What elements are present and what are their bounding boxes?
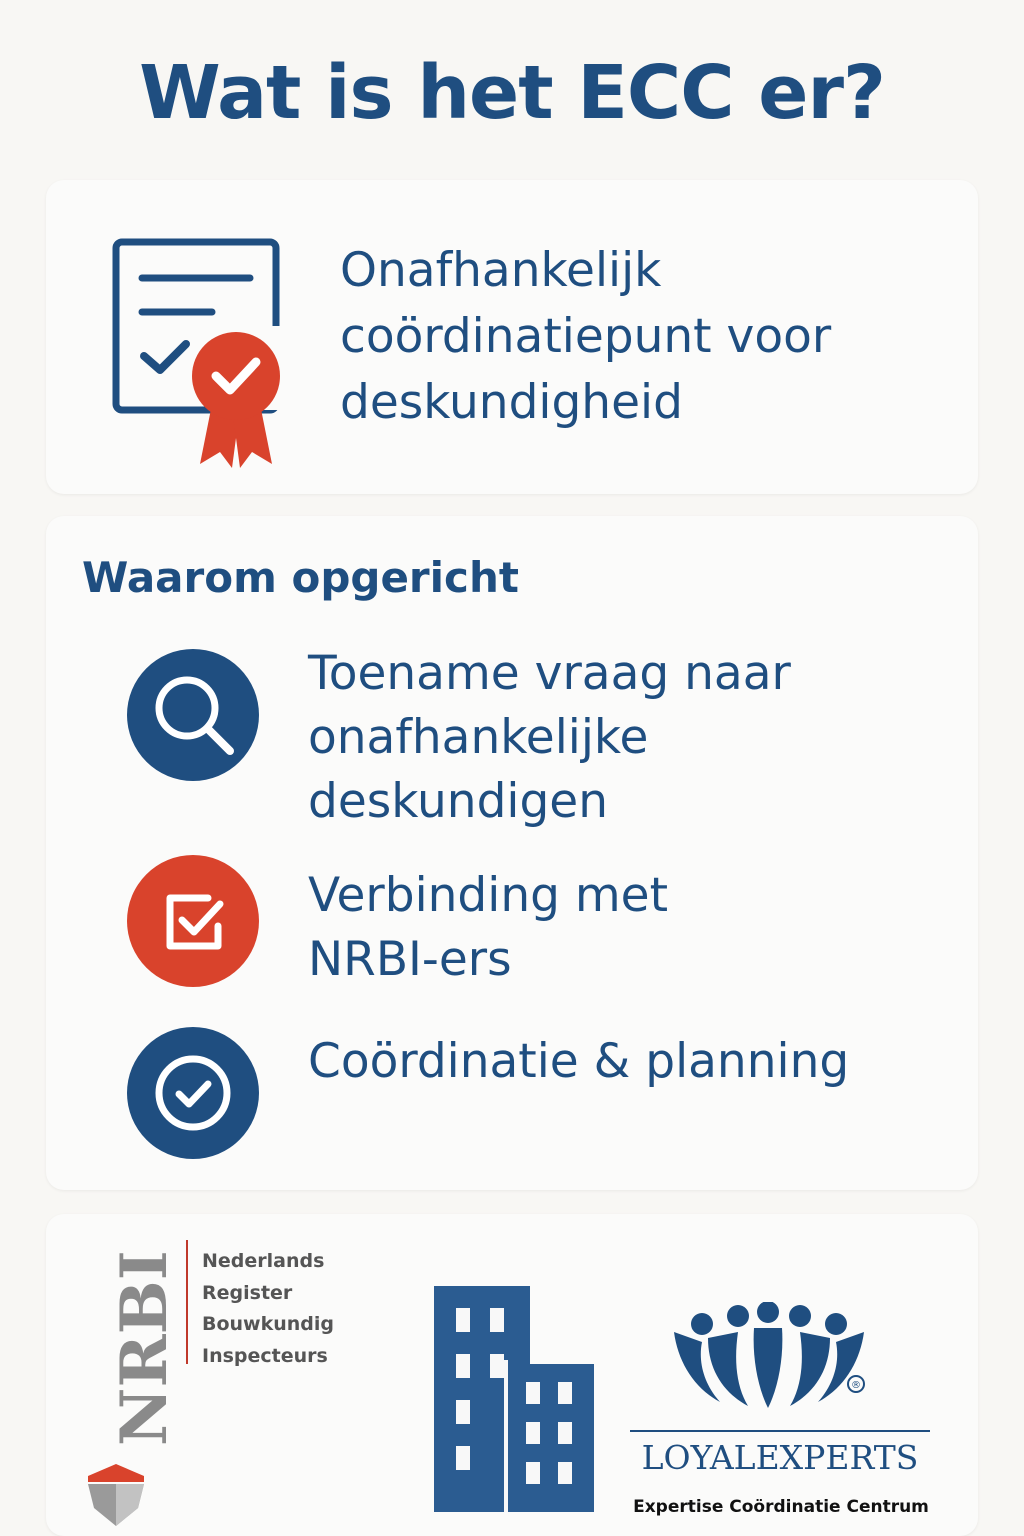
reason-line: Coördinatie & planning: [308, 1034, 850, 1089]
nrbi-logo: [84, 1238, 200, 1528]
loyalexperts-divider: [630, 1430, 930, 1432]
registered-mark: ®: [851, 1380, 861, 1391]
intro-text: [340, 238, 960, 436]
certificate-icon: [112, 238, 296, 470]
intro-line: deskundigheid: [340, 375, 683, 430]
reason-line: Verbinding met: [308, 868, 669, 923]
nrbi-logo-text: NRBI: [107, 1250, 182, 1446]
nrbi-name-line: Inspecteurs: [202, 1344, 328, 1367]
reason-line: Toename vraag naar: [308, 646, 791, 701]
reason-item-coordination: [308, 1030, 948, 1094]
intro-line: Onafhankelijk: [340, 243, 662, 298]
reason-line: onafhankelijke: [308, 710, 649, 765]
nrbi-name-line: Bouwkundig: [202, 1313, 335, 1335]
nrbi-name-line: Register: [202, 1281, 293, 1304]
check-circle-icon: [126, 1026, 260, 1160]
intro-line: coördinatiepunt voor: [340, 309, 832, 364]
reason-line: deskundigen: [308, 774, 609, 829]
reason-item-connection: [308, 864, 948, 992]
search-icon: [126, 648, 260, 782]
checkbox-icon: [126, 854, 260, 988]
building-icon: [428, 1282, 598, 1516]
reason-line: NRBI-ers: [308, 932, 512, 987]
nrbi-divider: [186, 1240, 188, 1364]
loyalexperts-logo: [664, 1302, 876, 1420]
loyalexperts-brand: LOYALEXPERTS: [641, 1438, 919, 1477]
loyalexperts-subtitle: Expertise Coördinatie Centrum: [633, 1497, 929, 1517]
nrbi-name-line: Nederlands: [202, 1250, 325, 1272]
page-title: Wat is het ECC er?: [139, 50, 885, 136]
nrbi-name: [202, 1246, 334, 1372]
reason-item-demand: [308, 642, 948, 834]
section-heading: Waarom opgericht: [82, 553, 519, 602]
